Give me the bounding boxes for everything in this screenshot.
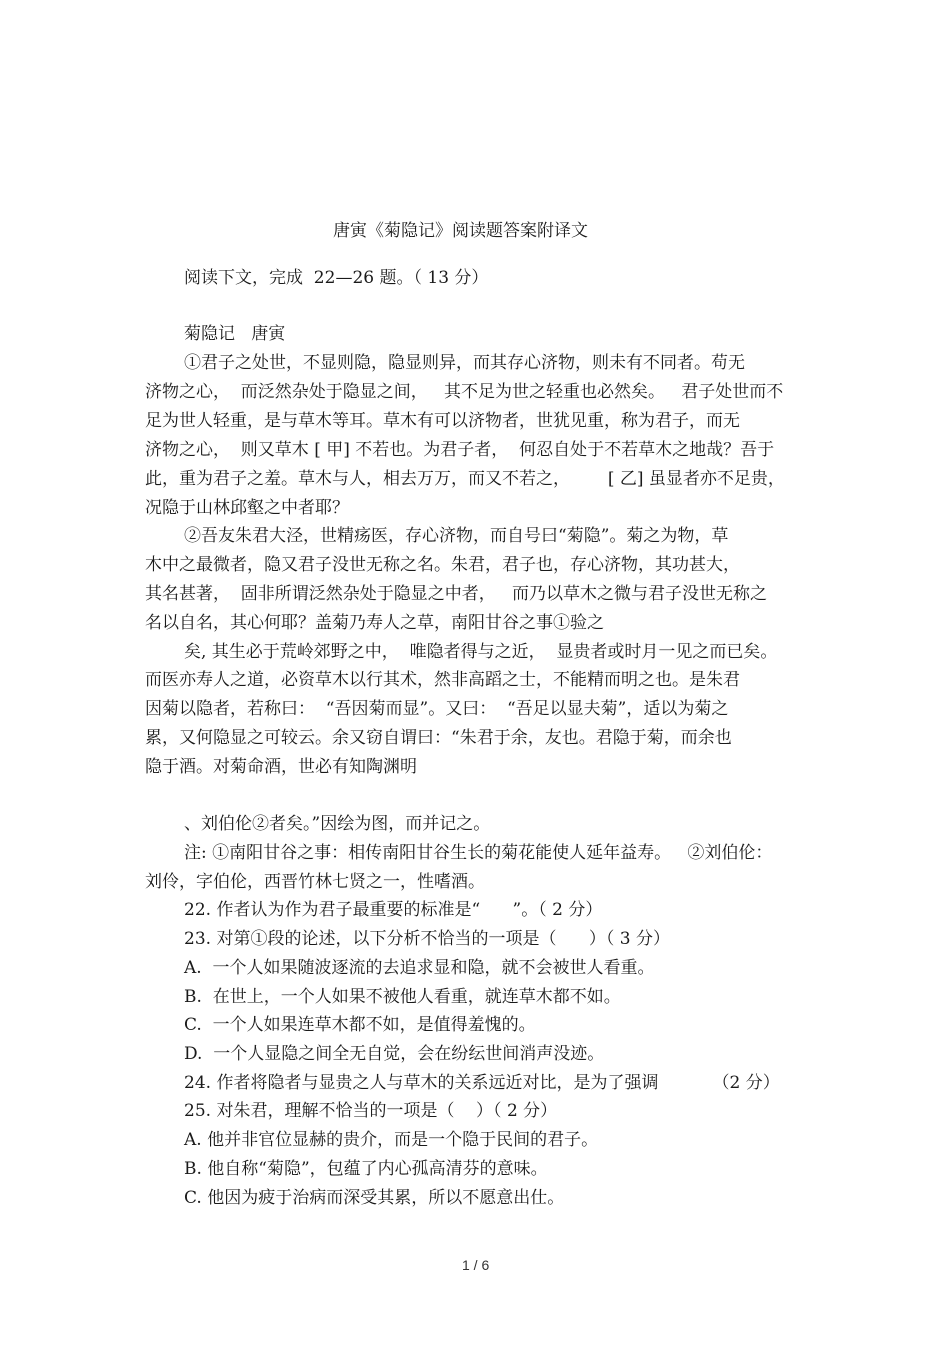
text-line: A. 一个人如果随波逐流的去追求显和隐，就不会被世人看重。 — [184, 958, 655, 978]
text-line: B. 他自称“菊隐”，包蕴了内心孤高清芬的意味。 — [184, 1159, 548, 1179]
text-line: C. 他因为疲于治病而深受其累，所以不愿意出仕。 — [184, 1188, 565, 1208]
text-line: D. 一个人显隐之间全无自觉，会在纷纭世间消声没迹。 — [184, 1044, 605, 1064]
text-line: 22. 作者认为作为君子最重要的标准是“ ”。（ 2 分） — [184, 900, 603, 920]
text-line: 足为世人轻重，是与草木等耳。草木有可以济物者，世犹见重，称为君子，而无 — [145, 411, 740, 431]
document-title: 唐寅《菊隐记》阅读题答案附译文 — [333, 221, 588, 241]
text-line: 刘伶，字伯伦，西晋竹林七贤之一，性嗜酒。 — [145, 872, 485, 892]
text-line: 况隐于山林邱壑之中者耶？ — [145, 498, 349, 518]
text-line: 25. 对朱君，理解不恰当的一项是（ ）（ 2 分） — [184, 1101, 558, 1121]
text-line: 而医亦寿人之道，必资草木以行其术，然非高蹈之士，不能精而明之也。是朱君 — [145, 670, 740, 690]
text-line: 累，又何隐显之可较云。余又窃自谓曰：“朱君于余，友也。君隐于菊，而余也 — [145, 728, 732, 748]
text-line: 注: ①南阳甘谷之事：相传南阳甘谷生长的菊花能使人延年益寿。 ②刘伯伦： — [184, 843, 773, 863]
page-number: 1 / 6 — [462, 1257, 490, 1273]
essay-heading: 菊隐记 唐寅 — [184, 324, 286, 344]
text-line: 名以自名，其心何耶？盖菊乃寿人之草，南阳甘谷之事①验之 — [145, 613, 604, 633]
text-line: 济物之心， 而泛然杂处于隐显之间， 其不足为世之轻重也必然矣。 君子处世而不 — [145, 382, 784, 402]
text-line: 24. 作者将隐者与显贵之人与草木的关系远近对比，是为了强调 （2 分） — [184, 1073, 780, 1093]
text-line: 其名甚著， 固非所谓泛然杂处于隐显之中者， 而乃以草木之微与君子没世无称之 — [145, 584, 768, 604]
text-line: 因菊以隐者，若称曰： “吾因菊而显”。又曰： “吾足以显夫菊”，适以为菊之 — [145, 699, 729, 719]
text-line: 23. 对第①段的论述，以下分析不恰当的一项是（ ）（ 3 分） — [184, 929, 670, 949]
text-line: 济物之心， 则又草木 [ 甲] 不若也。为君子者， 何忍自处于不若草木之地哉？吾于 — [145, 440, 775, 460]
text-line: 、刘伯伦②者矣。”因绘为图，而并记之。 — [184, 814, 491, 834]
text-line: A. 他并非官位显赫的贵介，而是一个隐于民间的君子。 — [184, 1130, 599, 1150]
text-line: 隐于酒。对菊命酒，世必有知陶渊明 — [145, 757, 417, 777]
text-line: B. 在世上，一个人如果不被他人看重，就连草木都不如。 — [184, 987, 621, 1007]
instructions: 阅读下文，完成 22—26 题。（ 13 分） — [184, 268, 489, 288]
text-line: ①君子之处世，不显则隐，隐显则异，而其存心济物，则未有不同者。苟无 — [184, 353, 745, 373]
text-line: 矣, 其生必于荒岭郊野之中， 唯隐者得与之近， 显贵者或时月一见之而已矣。 — [184, 642, 778, 662]
text-line: 此，重为君子之羞。草木与人，相去万万，而又不若之， [ 乙] 虽显者亦不足贵， — [145, 469, 785, 489]
text-line: ②吾友朱君大泾，世精疡医，存心济物，而自号曰“菊隐”。菊之为物，草 — [184, 526, 729, 546]
text-line: C. 一个人如果连草木都不如，是值得羞愧的。 — [184, 1015, 536, 1035]
text-line: 木中之最微者，隐又君子没世无称之名。朱君，君子也，存心济物，其功甚大， — [145, 555, 740, 575]
